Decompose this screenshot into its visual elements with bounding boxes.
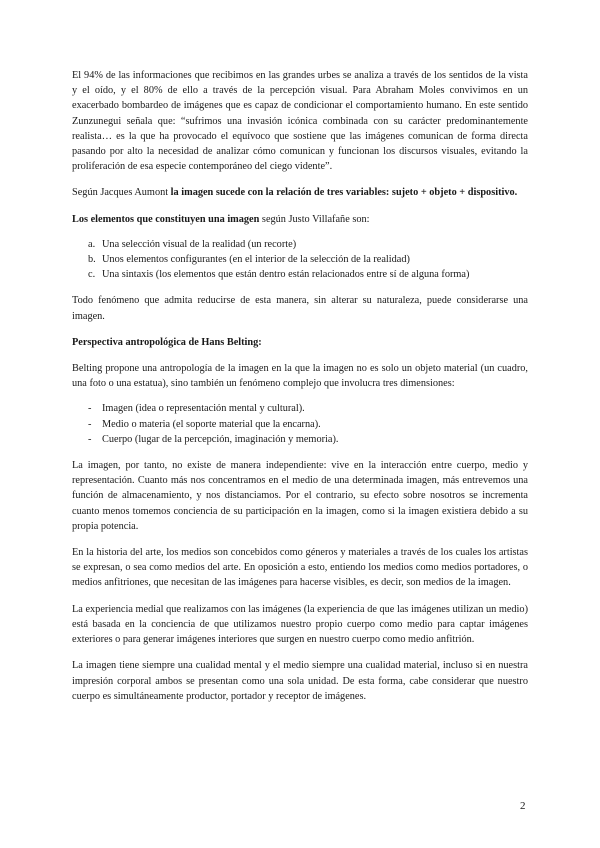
dash-list bbox=[72, 401, 528, 447]
list-marker: c. bbox=[88, 269, 96, 281]
lettered-list bbox=[72, 237, 528, 283]
aumont-definition: la imagen sucede con la relación de tres variables: sujeto + objeto + dispositivo. bbox=[170, 187, 518, 199]
list-marker: b. bbox=[88, 254, 96, 266]
list-item bbox=[72, 401, 528, 416]
list-item-text: Medio o materia (el soporte material que la encarna). bbox=[102, 418, 321, 430]
paragraph-statistics: El 94% de las informaciones que recibimos en las grandes urbes se analiza a través de los sentidos de la vista y el oído, y el 80% de ello a través de la percepción visual. Para Abraham Moles convivimos en un exacerbado bombardeo de imágenes que es capaz de condicionar el comportamiento humano. En este sentido Zunzunegui señala que: “sufrimos una invasión icónica combinada con su carácter predominantemente realista… es la que ha provocado el equívoco que sostiene que las imágenes comunican de forma directa pasando por alto la necesidad de analizar cómo comunican y funcionan los discursos visuales, evitando la proliferación de esa especie contemporáneo del ciego vidente”. bbox=[72, 70, 528, 173]
list-marker: - bbox=[88, 433, 92, 445]
villafane-plain: según Justo Villafañe son: bbox=[259, 213, 370, 225]
list-item-text: Unos elementos configurantes (en el interior de la selección de la realidad) bbox=[102, 254, 410, 266]
list-item bbox=[72, 267, 528, 282]
list-item-text: Una sintaxis (los elementos que están dentro están relacionados entre sí de alguna forma) bbox=[102, 269, 470, 281]
section-heading bbox=[72, 335, 528, 350]
paragraph-villafane bbox=[72, 212, 528, 227]
list-item bbox=[72, 417, 528, 432]
list-item-text: Cuerpo (lugar de la percepción, imaginación y memoria). bbox=[102, 433, 339, 445]
list-marker: - bbox=[88, 403, 92, 415]
list-item-text: Una selección visual de la realidad (un recorte) bbox=[102, 238, 297, 250]
page-content bbox=[72, 68, 528, 704]
list-marker: - bbox=[88, 418, 92, 430]
page-number: 2 bbox=[520, 800, 526, 812]
paragraph-mental-material: La imagen tiene siempre una cualidad mental y el medio siempre una cualidad material, incluso si en nuestra impresión corporal ambos se presentan como una sola unidad. De esta forma, cabe considerar que nuestro cuerpo es simultáneamente productor, portador y receptor de imágenes. bbox=[72, 660, 528, 702]
list-item bbox=[72, 237, 528, 252]
list-item bbox=[72, 432, 528, 447]
paragraph-belting: Belting propone una antropología de la imagen en la que la imagen no es solo un objeto material (un cuadro, una foto o una estatua), sino también un fenómeno complejo que involucra tres dimensiones: bbox=[72, 363, 528, 390]
paragraph-medial-experience: La experiencia medial que realizamos con las imágenes (la experiencia de que las imágenes utilizan un medio) está basada en la conciencia de que utilizamos nuestro propio cuerpo como medio para captar imágenes exteriores o para generar imágenes interiores que surgen en nuestro cuerpo como medio anfitrión. bbox=[72, 603, 528, 646]
aumont-intro: Según Jacques Aumont bbox=[72, 187, 171, 199]
villafane-bold: Los elementos que constituyen una imagen bbox=[72, 213, 260, 225]
list-marker: a. bbox=[88, 238, 96, 250]
list-item bbox=[72, 252, 528, 267]
paragraph-phenomenon: Todo fenómeno que admita reducirse de esta manera, sin alterar su naturaleza, puede considerarse una imagen. bbox=[72, 295, 528, 322]
paragraph-art-history: En la historia del arte, los medios son concebidos como géneros y materiales a través de los cuales los artistas se expresan, o sea como medios del arte. En oposición a esto, entiendo los medios como medios portadores, o medios anfitriones, que necesitan de las imágenes para hacerse visibles, es decir, son medios de la imagen. bbox=[72, 547, 528, 589]
paragraph-aumont bbox=[72, 185, 528, 200]
list-item-text: Imagen (idea o representación mental y cultural). bbox=[102, 403, 305, 415]
heading-belting: Perspectiva antropológica de Hans Belting: bbox=[72, 336, 262, 348]
paragraph-interaction: La imagen, por tanto, no existe de manera independiente: vive en la interacción entre cuerpo, medio y representación. Cuanto más nos concentramos en el medio de una determinada imagen, más entrevemos una función de almacenamiento, y nos distanciamos. Por el contrario, su efecto sobre nosotros se incrementa cuanto menos tomemos conciencia de su participación en la imagen, como si la imagen existiera debido a su propia potencia. bbox=[72, 460, 528, 532]
